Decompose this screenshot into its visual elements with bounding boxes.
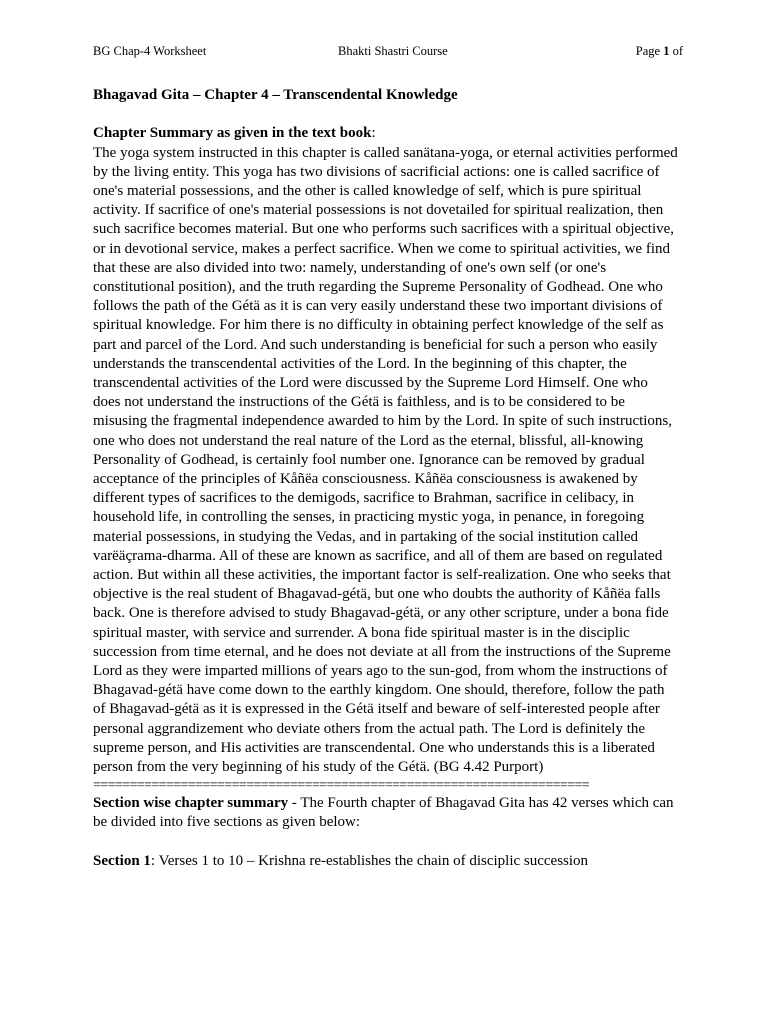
document-body <box>93 86 678 871</box>
summary-heading-colon: : <box>371 125 376 142</box>
section-summary-text: - The Fourth chapter of Bhagavad Gita has 42 verses which can be divided into five sections as given below: <box>93 795 674 831</box>
separator-line: ==================================================================== <box>93 778 590 794</box>
header-worksheet-title: BG Chap-4 Worksheet <box>93 44 207 58</box>
header-page-suffix: of <box>669 44 683 58</box>
summary-paragraph: The yoga system instructed in this chapter is called sanätana-yoga, or eternal activities performed by the living entity. This yoga has two divisions of sacrificial actions: one is called sacrifice of one's material possessions, and the other is called knowledge of self, which is pure spiritual activity. If sacrifice of one's material possessions is not dovetailed for spiritual realization, then such sacrifice becomes material. But one who performs such sacrifices with a spiritual objective, or in devotional service, makes a perfect sacrifice. When we come to spiritual activities, we find that these are also divided into two: namely, understanding of one's own self (or one's constitutional position), and the truth regarding the Supreme Personality of Godhead. One who follows the path of the Gétä as it is can very easily understand these two important divisions of spiritual knowledge. For him there is no difficulty in obtaining perfect knowledge of the self as part and parcel of the Lord. And such understanding is beneficial for such a person who easily understands the transcendental activities of the Lord. In the beginning of this chapter, the transcendental activities of the Lord were discussed by the Supreme Lord Himself. One who does not understand the instructions of the Gétä is faithless, and is to be considered to be misusing the fragmental independence awarded to him by the Lord. In spite of such instructions, one who does not understand the real nature of the Lord as the eternal, blissful, all-knowing Personality of Godhead, is certainly fool number one. Ignorance can be removed by gradual acceptance of the principles of Kåñëa consciousness. Kåñëa consciousness is awakened by different types of sacrifices to the demigods, sacrifice to Brahman, sacrifice in celibacy, in household life, in controlling the senses, in practicing mystic yoga, in penance, in foregoing material possessions, in studying the Vedas, and in partaking of the social institution called varëäçrama-dharma. All of these are known as sacrifice, and all of them are based on regulated action. But within all these activities, the important factor is self-realization. One who seeks that objective is the real student of Bhagavad-gétä, but one who doubts the authority of Kåñëa falls back. One is therefore advised to study Bhagavad-gétä, or any other scripture, under a bona fide spiritual master, with service and surrender. A bona fide spiritual master is in the disciplic succession from time eternal, and he does not deviate at all from the instructions of the Supreme Lord as they were imparted millions of years ago to the sun-god, from whom the instructions of Bhagavad-gétä have come down to the earthly kingdom. One should, therefore, follow the path of Bhagavad-gétä as it is expressed in the Gétä itself and beware of self-interested people after personal aggrandizement who deviate others from the actual path. The Lord is definitely the supreme person, and His activities are transcendental. One who understands this is a liberated person from the very beginning of his study of the Gétä. (BG 4.42 Purport) <box>93 144 678 776</box>
section-1-text: : Verses 1 to 10 – Krishna re-establishes the chain of disciplic succession <box>150 852 589 869</box>
section-1-line <box>93 852 678 871</box>
header-page-current: 1 <box>663 44 670 58</box>
summary-heading-text: Chapter Summary as given in the text book <box>93 125 372 142</box>
document-title: Bhagavad Gita – Chapter 4 – Transcendental Knowledge <box>93 87 458 103</box>
section-1-label: Section 1 <box>93 852 151 869</box>
blank-line <box>93 105 678 124</box>
section-summary-lead: Section wise chapter summary <box>93 795 289 812</box>
header-page-prefix: Page <box>635 44 664 58</box>
header-page-number <box>636 42 683 60</box>
section-summary-paragraph <box>93 794 678 832</box>
header-course-name: Bhakti Shastri Course <box>338 44 448 58</box>
page-header <box>93 42 683 60</box>
summary-heading <box>93 124 678 143</box>
blank-line <box>93 833 678 852</box>
